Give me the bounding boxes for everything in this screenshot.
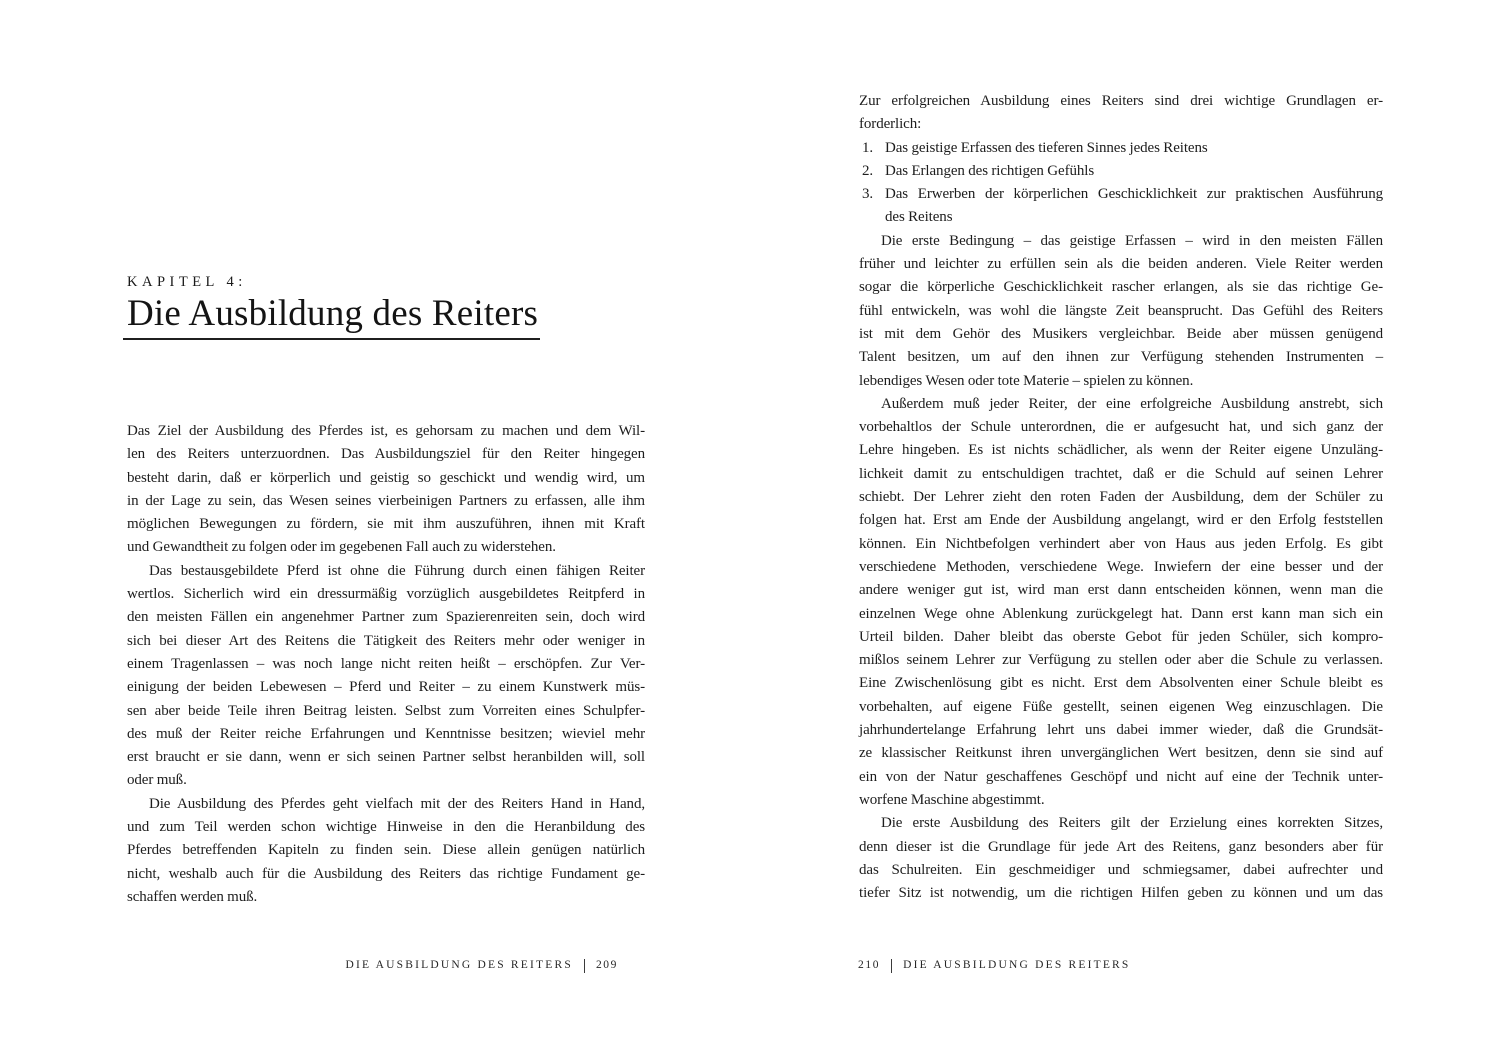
text-line: Urteil bilden. Daher bleibt das oberste Gebot für jeden Schüler, sich kompro- xyxy=(859,628,1383,645)
text-line: jahrhundertelange Erfahrung lehrt uns dabei immer wieder, daß die Grundsät- xyxy=(859,722,1383,739)
paragraph xyxy=(859,230,1383,393)
text-line: vorbehaltlos der Schule unterordnen, die er aufgesucht hat, und sich ganz der xyxy=(859,419,1383,436)
list-item xyxy=(859,183,1383,230)
text-line: einigung der beiden Lebewesen – Pferd und Reiter – zu einem Kunstwerk müs- xyxy=(127,679,645,696)
text-line: das Schulreiten. Ein geschmeidiger und schmiegsamer, dabei aufrechter und xyxy=(859,861,1383,878)
list-item xyxy=(859,137,1383,160)
text-line: Das Erwerben der körperlichen Geschicklichkeit zur praktischen Ausführung xyxy=(885,186,1383,203)
paragraph xyxy=(127,420,645,560)
text-line: den meisten Fällen ein angenehmer Partner zum Spazierenreiten sein, doch wird xyxy=(127,609,645,626)
text-line: möglichen Bewegungen zu fördern, sie mit ihm auszuführen, ihnen mit Kraft xyxy=(127,516,645,533)
chapter-kicker: KAPITEL 4: xyxy=(127,274,247,290)
text-line: Die erste Ausbildung des Reiters gilt der Erzielung eines korrekten Sitzes, xyxy=(881,815,1383,832)
text-line: ist mit dem Gehör des Musikers vergleichbar. Beide aber müssen genügend xyxy=(859,325,1383,342)
text-line: Lehre hingeben. Es ist nichts schädlicher, als wenn der Reiter eigene Unzuläng- xyxy=(859,442,1383,459)
footer-divider xyxy=(891,959,892,973)
text-line: Pferdes betreffenden Kapiteln zu finden sein. Diese allein genügen natürlich xyxy=(127,842,645,859)
text-line: lebendiges Wesen oder tote Materie – spielen zu können. xyxy=(859,372,1194,389)
text-line: und Gewandtheit zu folgen oder im gegebenen Fall auch zu widerstehen. xyxy=(127,539,556,556)
text-line: andere weniger gut ist, wird man erst dann entscheiden können, wenn man die xyxy=(859,582,1383,599)
text-line: worfene Maschine abgestimmt. xyxy=(859,791,1045,808)
list-marker: 1. xyxy=(862,139,874,156)
text-line: sen aber beide Teile ihren Beitrag leisten. Selbst zum Vorreiten eines Schulpfer- xyxy=(127,702,645,719)
text-line: Eine Zwischenlösung gibt es nicht. Erst dem Absolventen einer Schule bleibt es xyxy=(859,675,1383,692)
chapter-title xyxy=(123,293,540,340)
text-line: len des Reiters unterzuordnen. Das Ausbildungsziel für den Reiter hingegen xyxy=(127,446,645,463)
right-page-text xyxy=(859,90,1383,905)
text-line: Die Ausbildung des Pferdes geht vielfach mit der des Reiters Hand in Hand, xyxy=(149,795,645,812)
list-marker: 2. xyxy=(862,162,874,179)
left-page-footer xyxy=(345,958,618,973)
text-line: schaffen werden muß. xyxy=(127,888,258,905)
text-line: des Reitens xyxy=(885,209,953,226)
text-line: wertlos. Sicherlich wird ein dressurmäßig vorzüglich ausgebildetes Reitpferd in xyxy=(127,586,645,603)
chapter-title-text: Die Ausbildung des Reiters xyxy=(123,293,540,340)
footer-divider xyxy=(584,959,585,973)
text-line: vorbehalten, auf eigene Füße gestellt, seinen eigenen Weg einzuschlagen. Die xyxy=(859,698,1383,715)
text-line: lichkeit damit zu entschuldigen trachtet, daß er die Schuld auf seinen Lehrer xyxy=(859,465,1383,482)
text-line: Das Ziel der Ausbildung des Pferdes ist, es gehorsam zu machen und dem Wil- xyxy=(127,423,645,439)
paragraph xyxy=(127,793,645,909)
text-line: verschiedene Methoden, verschiedene Wege. Inwiefern der eine besser und der xyxy=(859,558,1383,575)
text-line: nicht, weshalb auch für die Ausbildung des Reiters das richtige Fundament ge- xyxy=(127,865,645,882)
text-line: oder muß. xyxy=(127,772,187,789)
text-line: einzelnen Wege ohne Ablenkung zurückgelegt hat. Dann erst kann man sich ein xyxy=(859,605,1383,622)
text-line: ze klassischer Reitkunst ihren unvergänglichen Wert besitzen, denn sie sind auf xyxy=(859,745,1383,762)
text-line: erst braucht er sie dann, wenn er sich seinen Partner selbst heranbilden will, soll xyxy=(127,749,645,766)
text-line: Das Erlangen des richtigen Gefühls xyxy=(885,162,1095,179)
list-marker: 3. xyxy=(862,186,874,203)
list-item xyxy=(859,160,1383,183)
text-line: ein von der Natur geschaffenes Geschöpf und nicht auf eine der Technik unter- xyxy=(859,768,1383,785)
paragraph xyxy=(127,560,645,793)
page-number: 210 xyxy=(858,959,881,971)
text-line: folgen hat. Erst am Ende der Ausbildung angelangt, wird er den Erfolg feststellen xyxy=(859,512,1383,529)
page-number: 209 xyxy=(595,959,618,971)
paragraph xyxy=(859,90,1383,137)
paragraph xyxy=(859,812,1383,905)
text-line: mißlos seinem Lehrer zur Verfügung zu stellen oder aber die Schule zu verlassen. xyxy=(859,652,1383,669)
text-line: Das geistige Erfassen des tieferen Sinnes jedes Reitens xyxy=(885,139,1208,156)
text-line: sogar die körperliche Geschicklichkeit rascher erlangen, als sie das richtige Ge- xyxy=(859,279,1383,296)
text-line: denn dieser ist die Grundlage für jede Art des Reitens, ganz besonders aber für xyxy=(859,838,1383,855)
text-line: des muß der Reiter reiche Erfahrungen und Kenntnisse besitzen; wieviel mehr xyxy=(127,725,645,742)
text-line: sich bei dieser Art des Reitens die Tätigkeit des Reiters mehr oder weniger in xyxy=(127,632,645,649)
text-line: Außerdem muß jeder Reiter, der eine erfolgreiche Ausbildung anstrebt, sich xyxy=(881,395,1383,412)
text-line: früher und leichter zu erfüllen sein als die beiden anderen. Viele Reiter werden xyxy=(859,256,1383,273)
paragraph xyxy=(859,393,1383,812)
text-line: besteht darin, daß er körperlich und geistig so geschickt und wendig wird, um xyxy=(127,469,645,486)
text-line: können. Ein Nichtbefolgen verhindert aber von Haus aus jeden Erfolg. Es gibt xyxy=(859,535,1383,552)
text-line: forderlich: xyxy=(859,116,922,133)
text-line: Zur erfolgreichen Ausbildung eines Reiters sind drei wichtige Grundlagen er- xyxy=(859,93,1383,109)
running-title: DIE AUSBILDUNG DES REITERS xyxy=(903,959,1131,971)
left-page-text xyxy=(127,420,645,909)
text-line: Talent besitzen, um auf den ihnen zur Verfügung stehenden Instrumenten – xyxy=(859,349,1383,366)
text-line: tiefer Sitz ist notwendig, um die richtigen Hilfen geben zu können und um das xyxy=(859,885,1383,902)
text-line: Das bestausgebildete Pferd ist ohne die Führung durch einen fähigen Reiter xyxy=(149,562,645,579)
right-page-footer xyxy=(858,958,1131,973)
text-line: Die erste Bedingung – das geistige Erfassen – wird in den meisten Fällen xyxy=(881,232,1383,249)
text-line: in der Lage zu sein, das Wesen seines vierbeinigen Partners zu erfassen, alle ihm xyxy=(127,492,645,509)
text-line: schiebt. Der Lehrer zieht den roten Faden der Ausbildung, dem der Schüler zu xyxy=(859,489,1383,506)
running-title: DIE AUSBILDUNG DES REITERS xyxy=(345,959,573,971)
text-line: einem Tragenlassen – was noch lange nicht reiten heißt – erschöpfen. Zur Ver- xyxy=(127,655,645,672)
text-line: und zum Teil werden schon wichtige Hinweise in den die Heranbildung des xyxy=(127,819,645,836)
text-line: fühl entwickeln, was wohl die längste Zeit beansprucht. Das Gefühl des Reiters xyxy=(859,302,1383,319)
